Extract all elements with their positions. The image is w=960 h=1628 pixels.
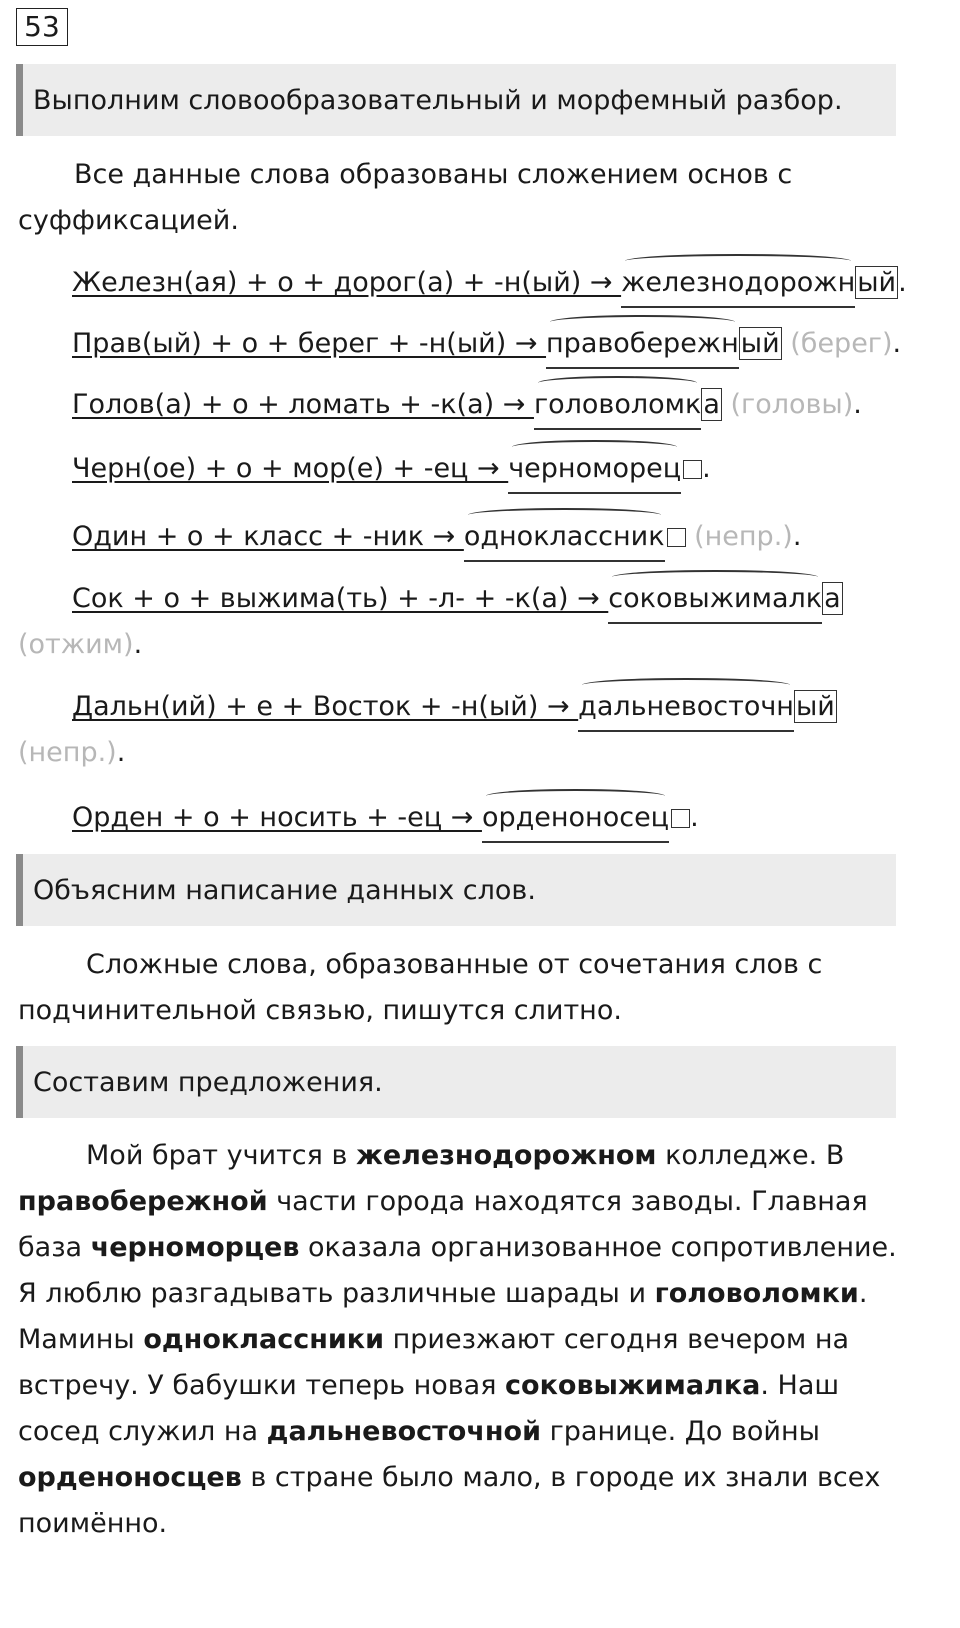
section-header-text: Составим предложения. — [33, 1066, 383, 1098]
analysis-row — [72, 446, 711, 494]
row-tail: . — [853, 389, 862, 420]
row-tail: . — [116, 737, 126, 768]
morpheme-word: черноморец — [508, 446, 681, 494]
morpheme-ending: а — [703, 389, 720, 420]
formula: Сок + о + выжима(ть) + -л- + -к(а) → — [72, 583, 609, 614]
highlight-word: железнодорожном — [355, 1140, 657, 1171]
row-tail: . — [892, 328, 902, 359]
sentence-text: Мой брат учится в — [86, 1140, 356, 1171]
formula: Голов(а) + о + ломать + -к(а) → — [72, 389, 534, 420]
formula: Орден + о + носить + -ец → — [72, 802, 482, 833]
morpheme-word: дальневосточн — [578, 684, 794, 732]
row-continuation — [18, 730, 125, 776]
zero-ending-icon — [683, 460, 702, 479]
section-header-text: Объясним написание данных слов. — [33, 874, 536, 906]
section-header-spelling — [16, 854, 896, 926]
morpheme-ending: ый — [857, 267, 897, 298]
row-tail: . — [690, 802, 699, 833]
formula: Прав(ый) + о + берег + -н(ый) → — [72, 328, 547, 359]
analysis-row — [72, 382, 862, 430]
sentence-text: приезжают сегодня вечером на встречу. У бабушки теперь новая — [18, 1324, 850, 1401]
morpheme-ending: ый — [740, 328, 780, 359]
analysis-row — [72, 684, 837, 732]
sentence-text: в стране было мало, в городе их знали всех поимённо. — [18, 1462, 881, 1539]
sentence-text: колледже. В — [656, 1140, 845, 1171]
row-tail: . — [133, 629, 143, 660]
formula: Дальн(ий) + е + Восток + -н(ый) → — [72, 691, 579, 722]
analysis-row — [72, 795, 699, 843]
morpheme-ending: ый — [795, 691, 835, 722]
formula: Один + о + класс + -ник → — [72, 521, 464, 552]
row-tail: . — [898, 267, 907, 298]
analysis-row — [72, 321, 901, 369]
check-word-note: (берег) — [790, 328, 893, 359]
zero-ending-icon — [671, 809, 690, 828]
sentence-text: границе. До войны — [541, 1416, 820, 1447]
morpheme-word: правобережн — [546, 321, 739, 369]
exercise-number: 53 — [16, 8, 68, 46]
check-word-note: (непр.) — [694, 521, 793, 552]
analysis-row — [72, 260, 907, 308]
sentences-paragraph — [18, 1133, 918, 1547]
check-word-note: (головы) — [730, 389, 854, 420]
highlight-word: дальневосточной — [266, 1416, 541, 1447]
morpheme-word: железнодорожн — [621, 260, 855, 308]
analysis-row — [72, 576, 843, 624]
formula: Черн(ое) + о + мор(е) + -ец → — [72, 453, 509, 484]
highlight-word: головоломки — [654, 1278, 859, 1309]
row-tail: . — [792, 521, 802, 552]
highlight-word: орденоносцев — [18, 1462, 242, 1493]
sentence-text: части города находятся заводы. Главная база — [18, 1186, 868, 1263]
highlight-word: одноклассники — [143, 1324, 385, 1355]
highlight-word: черноморцев — [90, 1232, 300, 1263]
sentence-text: оказала организованное сопротивление. Я люблю разгадывать различные шарады и — [18, 1232, 897, 1309]
highlight-word: соковыжималка — [505, 1370, 761, 1401]
formula: Железн(ая) + о + дорог(а) + -н(ый) → — [72, 267, 622, 298]
analysis-row — [72, 514, 801, 562]
row-tail: . — [702, 453, 711, 484]
morpheme-word: головоломк — [534, 382, 701, 430]
section-header-sentences — [16, 1046, 896, 1118]
morpheme-word: орденоносец — [482, 795, 669, 843]
sentence-text: . Мамины — [18, 1278, 868, 1355]
zero-ending-icon — [667, 528, 686, 547]
intro-paragraph — [18, 152, 918, 244]
morpheme-ending: а — [824, 583, 841, 614]
sentence-text: . Наш сосед служил на — [18, 1370, 840, 1447]
explanation-paragraph — [18, 942, 918, 1034]
highlight-word: правобережной — [18, 1186, 268, 1217]
morpheme-word: соковыжималк — [608, 576, 822, 624]
section-header-text: Выполним словообразовательный и морфемный разбор. — [33, 84, 843, 116]
section-header-analysis — [16, 64, 896, 136]
check-word-note: (непр.) — [18, 737, 117, 768]
explanation-text: Сложные слова, образованные от сочетания слов с подчинительной связью, пишутся слитно. — [18, 949, 823, 1026]
check-word-note: (отжим) — [18, 629, 134, 660]
morpheme-word: одноклассник — [464, 514, 665, 562]
row-continuation — [18, 622, 142, 668]
intro-text: Все данные слова образованы сложением основ с суффиксацией. — [18, 159, 793, 236]
